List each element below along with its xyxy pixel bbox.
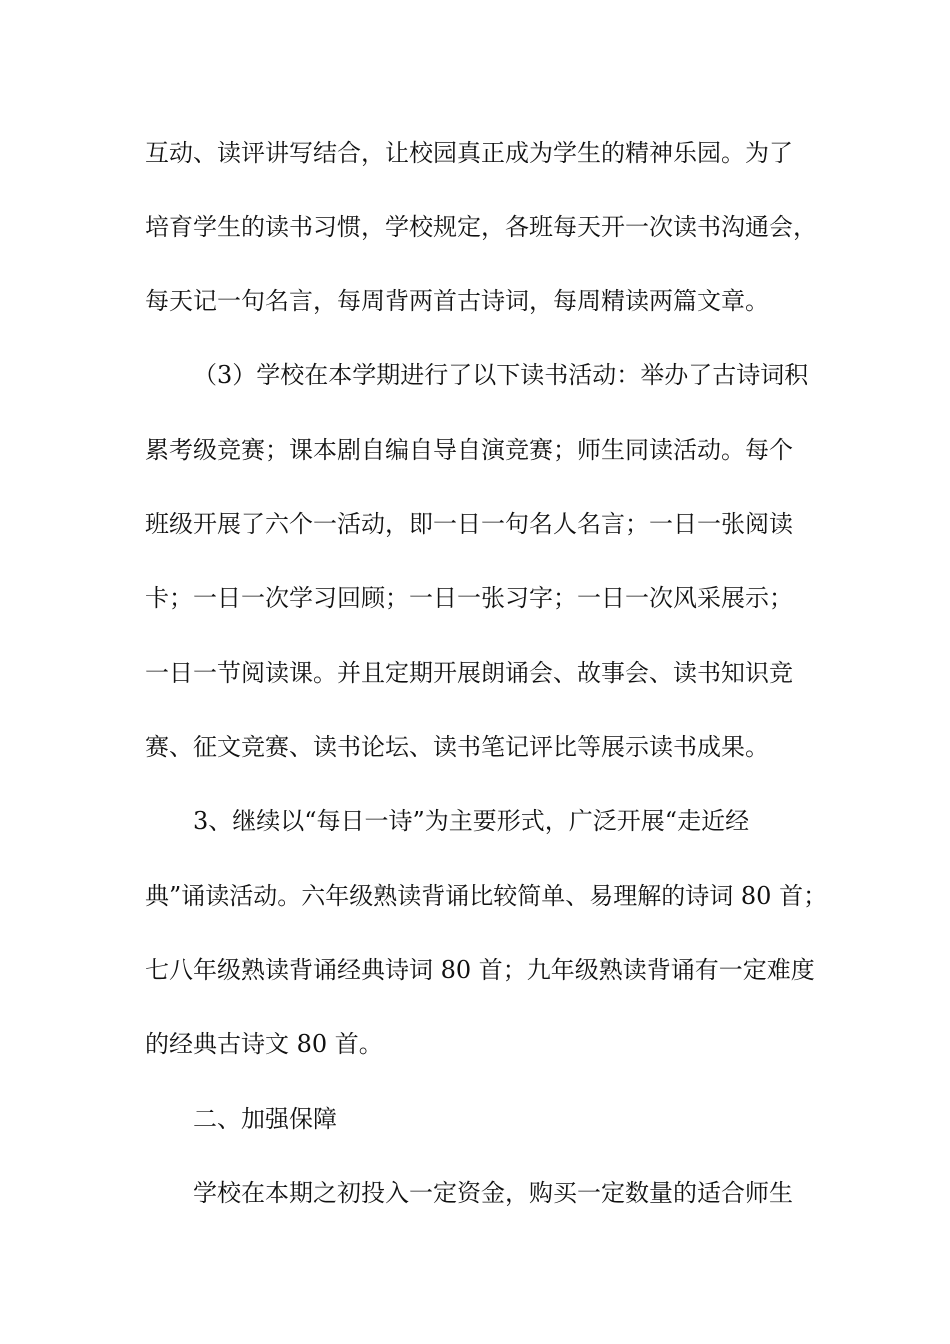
paragraph-line: 一日一节阅读课。并且定期开展朗诵会、故事会、读书知识竞 <box>145 659 793 687</box>
paragraph-line: 累考级竞赛；课本剧自编自导自演竞赛；师生同读活动。每个 <box>145 436 793 464</box>
paragraph-line: 培育学生的读书习惯，学校规定，各班每天开一次读书沟通会， <box>145 213 817 241</box>
paragraph-line: 典”诵读活动。六年级熟读背诵比较简单、易理解的诗词 80 首； <box>145 882 828 910</box>
paragraph-line: 每天记一句名言，每周背两首古诗词，每周精读两篇文章。 <box>145 287 769 315</box>
paragraph-line: 的经典古诗文 80 首。 <box>145 1030 383 1058</box>
paragraph-line: 卡；一日一次学习回顾；一日一张习字；一日一次风采展示； <box>145 584 793 612</box>
paragraph-line: （3）学校在本学期进行了以下读书活动：举办了古诗词积 <box>193 361 809 389</box>
paragraph-line: 学校在本期之初投入一定资金，购买一定数量的适合师生 <box>193 1179 793 1207</box>
section-heading: 二、加强保障 <box>193 1105 337 1133</box>
paragraph-line: 赛、征文竞赛、读书论坛、读书笔记评比等展示读书成果。 <box>145 733 769 761</box>
paragraph-line: 班级开展了六个一活动，即一日一句名人名言；一日一张阅读 <box>145 510 793 538</box>
paragraph-line: 互动、读评讲写结合，让校园真正成为学生的精神乐园。为了 <box>145 139 793 167</box>
paragraph-line: 3、继续以“每日一诗”为主要形式，广泛开展“走近经 <box>193 807 750 835</box>
paragraph-line: 七八年级熟读背诵经典诗词 80 首；九年级熟读背诵有一定难度 <box>145 956 815 984</box>
